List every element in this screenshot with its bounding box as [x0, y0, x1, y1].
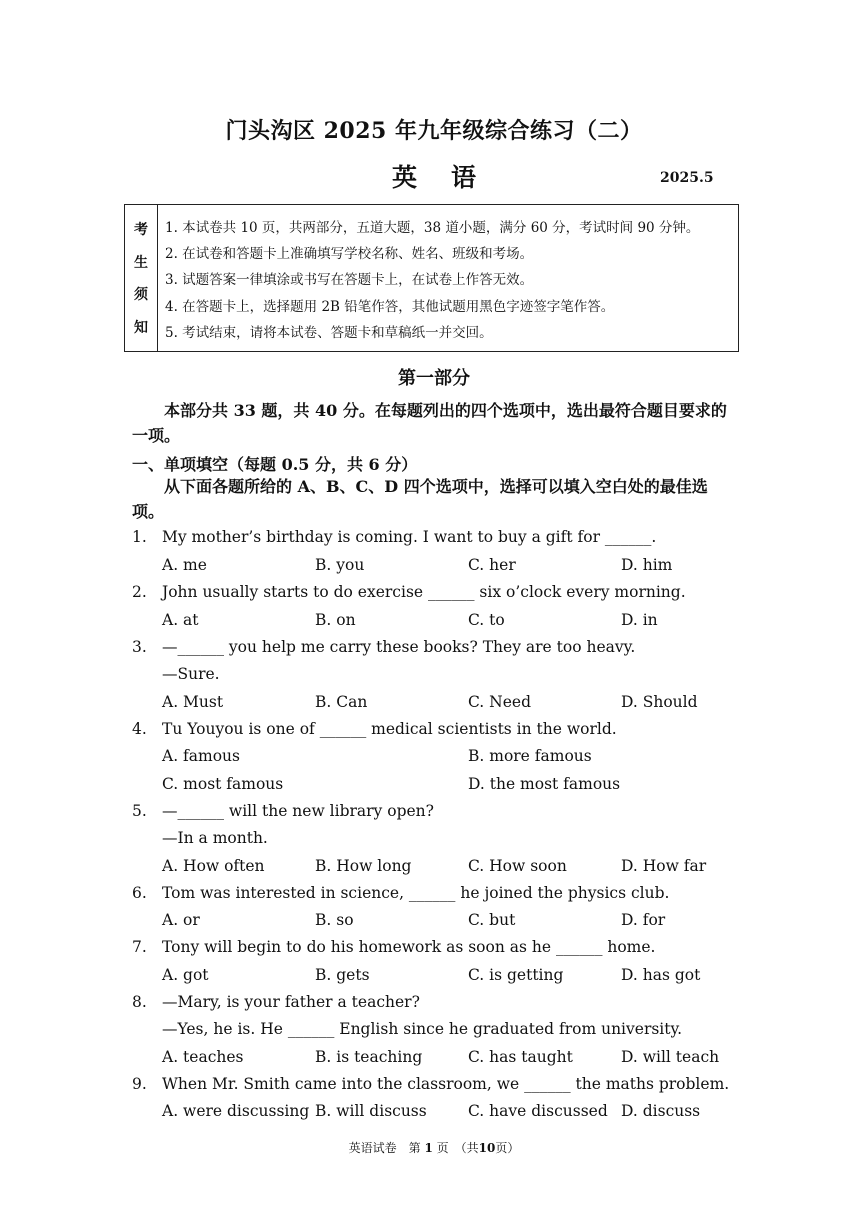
question-text: —______ will the new library open?	[162, 802, 434, 820]
notice-label-char: 生	[134, 254, 148, 271]
question-text: —In a month.	[162, 829, 268, 847]
option-d: D. Should	[621, 693, 698, 711]
exam-date: 2025.5	[660, 170, 714, 186]
option-c: C. How soon	[468, 857, 567, 875]
question-stem	[132, 720, 617, 738]
notice-item: 3. 试题答案一律填涂或书写在答题卡上，在试卷上作答无效。	[165, 272, 534, 289]
notice-item: 4. 在答题卡上，选择题用 2B 铅笔作答，其他试题用黑色字迹签字笔作答。	[165, 298, 615, 315]
option-c: C. has taught	[468, 1048, 573, 1066]
question-text: Tony will begin to do his homework as soon as he ______ home.	[162, 938, 656, 956]
question-number: 5.	[132, 802, 147, 820]
option-b: B. on	[315, 611, 356, 629]
option-a: A. or	[162, 911, 200, 929]
question-stem	[132, 993, 420, 1011]
question-text: My mother’s birthday is coming. I want to buy a gift for ______.	[162, 528, 657, 546]
question-stem	[132, 528, 656, 546]
question-stem	[132, 884, 669, 902]
question-stem	[132, 583, 686, 601]
question-number: 4.	[132, 720, 147, 738]
option-b: B. is teaching	[315, 1048, 423, 1066]
option-c: C. but	[468, 911, 516, 929]
option-a: A. teaches	[162, 1048, 244, 1066]
notice-item: 5. 考试结束，请将本试卷、答题卡和草稿纸一并交回。	[165, 324, 493, 341]
notice-label-char: 知	[134, 319, 148, 336]
option-d: D. will teach	[621, 1048, 720, 1066]
footer-prefix: 英语试卷 第	[348, 1141, 421, 1155]
option-c: C. Need	[468, 693, 531, 711]
question-number: 6.	[132, 884, 147, 902]
option-c: C. most famous	[162, 775, 284, 793]
notice-items	[158, 205, 738, 351]
question-stem	[132, 938, 655, 956]
exam-title: 门头沟区 2025 年九年级综合练习（二）	[225, 118, 643, 144]
question-number: 9.	[132, 1075, 147, 1093]
option-a: A. got	[162, 966, 209, 984]
question-text: John usually starts to do exercise ______ six o’clock every morning.	[162, 583, 686, 601]
subject-title: 英语	[391, 163, 510, 192]
option-a: A. were discussing	[162, 1102, 310, 1120]
notice-item: 2. 在试卷和答题卡上准确填写学校名称、姓名、班级和考场。	[165, 246, 534, 263]
option-d: D. discuss	[621, 1102, 701, 1120]
footer-page-number: 1	[424, 1141, 433, 1155]
option-c: C. to	[468, 611, 505, 629]
notice-label-char: 考	[134, 222, 148, 239]
part-intro: 本部分共 33 题，共 40 分。在每题列出的四个选项中，选出最符合题目要求的一项。	[132, 401, 727, 445]
option-c: C. is getting	[468, 966, 564, 984]
section-title: 一、单项填空（每题 0.5 分，共 6 分）	[132, 455, 418, 474]
question-number: 1.	[132, 528, 147, 546]
option-a: A. Must	[162, 693, 224, 711]
option-d: D. in	[621, 611, 658, 629]
notice-label	[125, 205, 158, 351]
question-number: 7.	[132, 938, 147, 956]
option-b: B. so	[315, 911, 354, 929]
option-b: B. gets	[315, 966, 370, 984]
question-number: 8.	[132, 993, 147, 1011]
option-b: B. Can	[315, 693, 368, 711]
option-b: B. you	[315, 556, 365, 574]
part-title: 第一部分	[398, 368, 470, 389]
option-d: D. the most famous	[468, 775, 621, 793]
question-text: Tu Youyou is one of ______ medical scientists in the world.	[162, 720, 617, 738]
option-d: D. him	[621, 556, 673, 574]
option-a: A. famous	[162, 747, 240, 765]
question-text: —Mary, is your father a teacher?	[162, 993, 420, 1011]
question-stem	[132, 1075, 729, 1093]
notice-label-char: 须	[134, 287, 148, 304]
option-c: C. have discussed	[468, 1102, 608, 1120]
option-b: B. more famous	[468, 747, 592, 765]
option-d: D. How far	[621, 857, 707, 875]
option-b: B. How long	[315, 857, 412, 875]
option-c: C. her	[468, 556, 516, 574]
footer-total-pages: 10	[478, 1141, 496, 1155]
section-intro: 从下面各题所给的 A、B、C、D 四个选项中，选择可以填入空白处的最佳选项。	[132, 477, 708, 521]
option-a: A. at	[162, 611, 199, 629]
notice-item: 1. 本试卷共 10 页，共两部分，五道大题，38 道小题，满分 60 分，考试时间 90 分钟。	[165, 220, 700, 236]
page-footer	[0, 1139, 868, 1156]
question-text: Tom was interested in science, ______ he joined the physics club.	[162, 884, 670, 902]
candidate-notice-box	[124, 204, 739, 352]
option-b: B. will discuss	[315, 1102, 427, 1120]
option-a: A. How often	[162, 857, 265, 875]
footer-mid: 页 （共	[436, 1141, 479, 1155]
question-text: When Mr. Smith came into the classroom, we ______ the maths problem.	[162, 1075, 730, 1093]
option-d: D. has got	[621, 966, 701, 984]
question-stem	[132, 802, 434, 820]
question-text: —Yes, he is. He ______ English since he graduated from university.	[162, 1020, 683, 1038]
footer-suffix: 页）	[495, 1141, 520, 1155]
question-text: —______ you help me carry these books? They are too heavy.	[162, 638, 636, 656]
question-text: —Sure.	[162, 665, 220, 683]
question-stem	[132, 638, 635, 656]
question-number: 3.	[132, 638, 147, 656]
option-d: D. for	[621, 911, 666, 929]
question-number: 2.	[132, 583, 147, 601]
option-a: A. me	[162, 556, 207, 574]
